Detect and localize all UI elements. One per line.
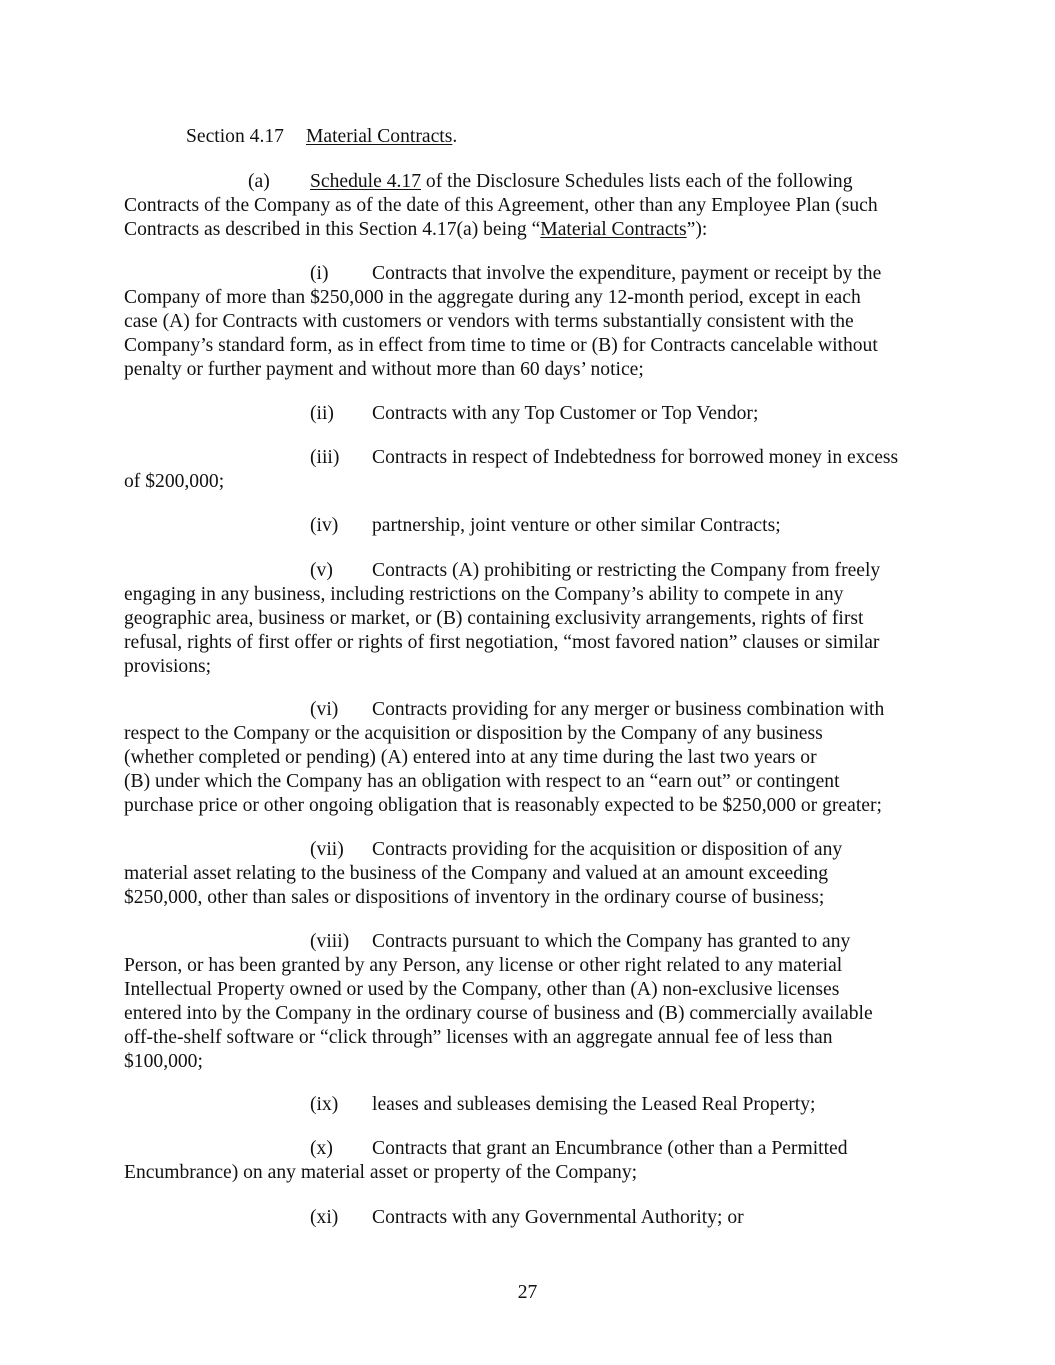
list-item-text: Contracts providing for the acquisition or disposition of any xyxy=(372,839,843,860)
section-title-suffix: . xyxy=(452,126,458,147)
list-item-line: engaging in any business, including restrictions on the Company’s ability to compete in any xyxy=(124,584,844,605)
list-item-line xyxy=(124,1206,924,1230)
list-item-marker: (x) xyxy=(310,1138,333,1159)
list-item-line: Company’s standard form, as in effect from time to time or (B) for Contracts cancelable without xyxy=(124,335,878,356)
list-item-line: $250,000, other than sales or dispositions of inventory in the ordinary course of business; xyxy=(124,887,825,908)
list-item-line: material asset relating to the business of the Company and valued at an amount exceeding xyxy=(124,863,829,884)
list-item-text: partnership, joint venture or other similar Contracts; xyxy=(372,515,781,536)
list-item-text: leases and subleases demising the Leased Real Property; xyxy=(372,1094,816,1115)
section-heading xyxy=(186,125,457,149)
list-item-marker: (v) xyxy=(310,560,333,581)
list-item-line: (whether completed or pending) (A) entered into at any time during the last two years or xyxy=(124,747,817,768)
list-item xyxy=(124,698,924,818)
list-item xyxy=(124,1093,924,1117)
list-item-line xyxy=(124,838,924,862)
paragraph-a-line-3 xyxy=(124,218,924,242)
list-item-line xyxy=(124,402,924,426)
list-item-line: provisions; xyxy=(124,656,212,677)
list-item-line: Encumbrance) on any material asset or property of the Company; xyxy=(124,1162,638,1183)
list-item-line: respect to the Company or the acquisition or disposition by the Company of any business xyxy=(124,723,823,744)
section-title-wrap xyxy=(306,126,457,147)
list-item-marker: (ii) xyxy=(310,403,334,424)
list-item-text: Contracts that grant an Encumbrance (other than a Permitted xyxy=(372,1138,848,1159)
list-item-line xyxy=(124,1093,924,1117)
list-item-line: off-the-shelf software or “click through” licenses with an aggregate annual fee of less than xyxy=(124,1027,833,1048)
list-item xyxy=(124,262,924,382)
list-item-text: Contracts in respect of Indebtedness for borrowed money in excess xyxy=(372,447,899,468)
list-item-line xyxy=(124,930,924,954)
defined-term-material-contracts: Material Contracts xyxy=(540,219,687,240)
section-number: Section 4.17 xyxy=(186,126,284,147)
list-item-line: Intellectual Property owned or used by the Company, other than (A) non-exclusive licenses xyxy=(124,979,840,1000)
page-number: 27 xyxy=(517,1282,538,1303)
list-item-text: Contracts providing for any merger or business combination with xyxy=(372,699,885,720)
list-item-text: Contracts that involve the expenditure, payment or receipt by the xyxy=(372,263,882,284)
list-item-line: refusal, rights of first offer or rights of first negotiation, “most favored nation” clauses or similar xyxy=(124,632,880,653)
list-item-line xyxy=(124,1137,924,1161)
list-item xyxy=(124,402,924,426)
list-item-line xyxy=(124,514,924,538)
list-item-line xyxy=(124,698,924,722)
list-item-marker: (viii) xyxy=(310,931,350,952)
list-item-line xyxy=(124,446,924,470)
list-item-line: entered into by the Company in the ordinary course of business and (B) commercially available xyxy=(124,1003,873,1024)
list-item xyxy=(124,838,924,910)
list-item-marker: (vii) xyxy=(310,839,344,860)
list-item xyxy=(124,930,924,1074)
list-item-line: Person, or has been granted by any Person, any license or other right related to any material xyxy=(124,955,843,976)
list-item-text: Contracts with any Top Customer or Top Vendor; xyxy=(372,403,759,424)
section-title: Material Contracts xyxy=(305,126,453,147)
paragraph-a-line-1 xyxy=(124,170,924,194)
list-item-marker: (xi) xyxy=(310,1207,339,1228)
list-item-line: case (A) for Contracts with customers or vendors with terms substantially consistent with the xyxy=(124,311,854,332)
list-item-text: Contracts pursuant to which the Company has granted to any xyxy=(372,931,851,952)
list-item-line: of $200,000; xyxy=(124,471,225,492)
list-item xyxy=(124,559,924,679)
list-item-text: Contracts (A) prohibiting or restricting the Company from freely xyxy=(372,560,881,581)
list-item-line: geographic area, business or market, or (B) containing exclusivity arrangements, rights of first xyxy=(124,608,864,629)
list-item-marker: (vi) xyxy=(310,699,339,720)
list-item xyxy=(124,446,924,494)
list-item-line: $100,000; xyxy=(124,1051,203,1072)
list-item-marker: (iv) xyxy=(310,515,339,536)
paragraph-a-marker: (a) xyxy=(248,171,270,192)
paragraph-a-line-2: Contracts of the Company as of the date of this Agreement, other than any Employee Plan (such xyxy=(124,195,878,216)
list-item-marker: (ix) xyxy=(310,1094,339,1115)
paragraph-a-line-3-pre: Contracts as described in this Section 4.17(a) being “ xyxy=(124,219,541,240)
list-item-marker: (i) xyxy=(310,263,329,284)
schedule-reference: Schedule 4.17 xyxy=(310,171,422,192)
list-item-line: (B) under which the Company has an obligation with respect to an “earn out” or contingent xyxy=(124,771,840,792)
list-item-line xyxy=(124,262,924,286)
list-item-line: purchase price or other ongoing obligation that is reasonably expected to be $250,000 or greater; xyxy=(124,795,882,816)
paragraph-a xyxy=(124,170,924,242)
list-item-text: Contracts with any Governmental Authority; or xyxy=(372,1207,744,1228)
paragraph-a-line-1-text: of the Disclosure Schedules lists each of the following xyxy=(421,171,853,192)
list-item-marker: (iii) xyxy=(310,447,340,468)
list-item xyxy=(124,514,924,538)
paragraph-a-line-3-post: ”): xyxy=(686,219,708,240)
list-item-line xyxy=(124,559,924,583)
list-item-line: Company of more than $250,000 in the aggregate during any 12-month period, except in each xyxy=(124,287,861,308)
list-item-line: penalty or further payment and without more than 60 days’ notice; xyxy=(124,359,644,380)
list-item xyxy=(124,1206,924,1230)
list-item xyxy=(124,1137,924,1185)
